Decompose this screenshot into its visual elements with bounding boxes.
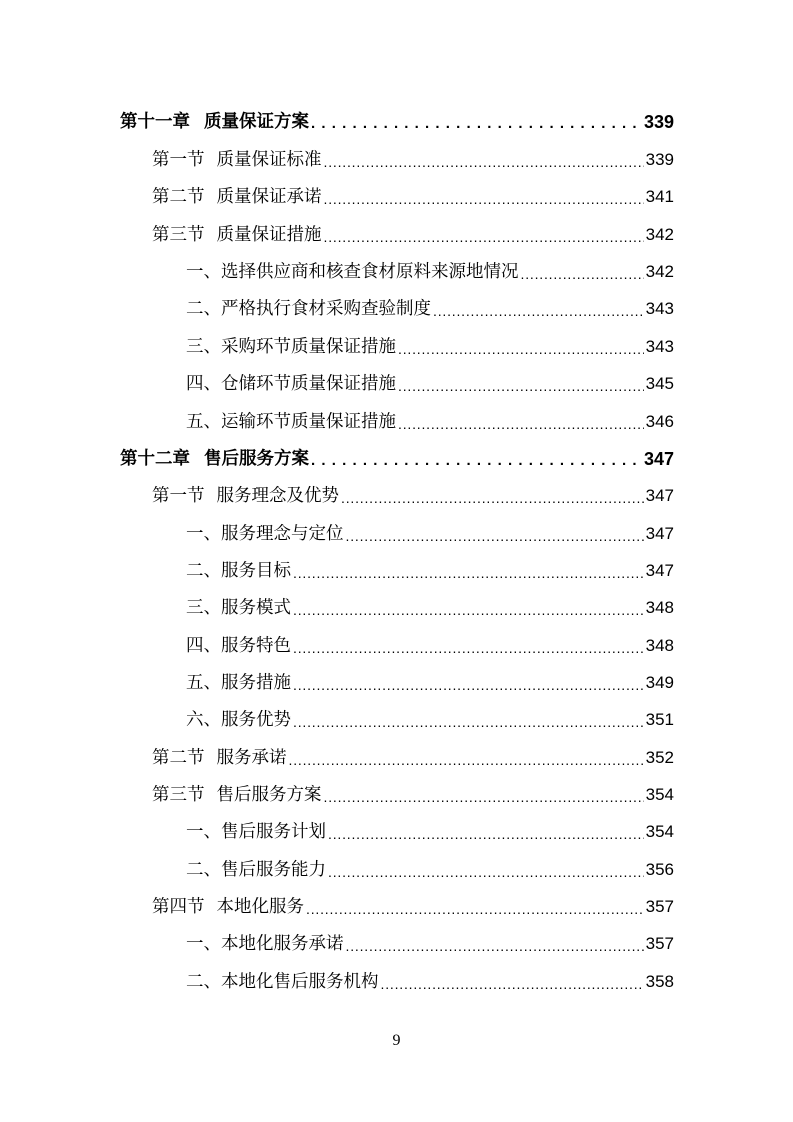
toc-entry-title: 四、服务特色 — [186, 636, 291, 656]
toc-entry-page: 341 — [645, 187, 674, 206]
toc-entry-subsection[interactable] — [186, 925, 674, 955]
toc-dot-leader — [328, 821, 644, 843]
toc-entry-page: 358 — [645, 972, 674, 991]
toc-dot-leader — [306, 896, 644, 918]
toc-dot-leader — [293, 709, 644, 731]
toc-entry-subsection[interactable] — [186, 963, 674, 993]
toc-entry-number: 第四节 — [152, 897, 205, 917]
toc-dot-leader — [324, 149, 644, 171]
toc-entry-number: 第二节 — [152, 748, 205, 768]
toc-entry-page: 347 — [645, 524, 674, 543]
toc-entry-subsection[interactable] — [186, 403, 674, 433]
toc-entry-title: 一、选择供应商和核查食材原料来源地情况 — [186, 262, 519, 282]
toc-entry-subsection[interactable] — [186, 365, 674, 395]
toc-entry-subsection[interactable] — [186, 552, 674, 582]
toc-entry-number: 第十二章 — [120, 449, 190, 469]
toc-entry-section[interactable] — [152, 141, 674, 171]
toc-entry-page: 352 — [645, 748, 674, 767]
toc-entry-title: 售后服务方案 — [216, 785, 322, 805]
toc-entry-page: 343 — [645, 299, 674, 318]
toc-entry-page: 343 — [645, 337, 674, 356]
toc-entry-title: 质量保证标准 — [216, 150, 322, 170]
toc-entry-title: 三、服务模式 — [186, 598, 291, 618]
toc-entry-section[interactable] — [152, 888, 674, 918]
toc-dot-leader — [398, 411, 644, 433]
toc-entry-section[interactable] — [152, 216, 674, 246]
toc-dot-leader — [398, 336, 644, 358]
toc-dot-leader — [346, 523, 644, 545]
toc-entry-number: 第二节 — [152, 187, 205, 207]
toc-entry-title: 服务承诺 — [216, 748, 287, 768]
toc-entry-chapter-11[interactable] — [120, 103, 674, 133]
toc-entry-title: 质量保证承诺 — [216, 187, 322, 207]
toc-entry-title: 二、售后服务能力 — [186, 860, 326, 880]
toc-dot-leader — [346, 933, 644, 955]
toc-dot-leader — [381, 971, 644, 993]
toc-dot-leader — [311, 448, 642, 470]
page-number: 9 — [392, 1032, 401, 1049]
toc-entry-title: 二、严格执行食材采购查验制度 — [186, 299, 431, 319]
toc-dot-leader — [324, 784, 644, 806]
toc-entry-title: 五、服务措施 — [186, 673, 291, 693]
toc-entry-title: 售后服务方案 — [204, 449, 309, 469]
toc-entry-page: 339 — [645, 150, 674, 169]
toc-entry-title: 三、采购环节质量保证措施 — [186, 337, 396, 357]
toc-entry-page: 347 — [643, 449, 674, 469]
toc-entry-title: 五、运输环节质量保证措施 — [186, 412, 396, 432]
toc-entry-page: 357 — [645, 934, 674, 953]
toc-entry-subsection[interactable] — [186, 813, 674, 843]
toc-entry-page: 342 — [645, 225, 674, 244]
toc-entry-subsection[interactable] — [186, 851, 674, 881]
toc-entry-title: 六、服务优势 — [186, 710, 291, 730]
toc-entry-page: 356 — [645, 860, 674, 879]
toc-entry-page: 351 — [645, 710, 674, 729]
toc-entry-subsection[interactable] — [186, 627, 674, 657]
toc-entry-section[interactable] — [152, 178, 674, 208]
toc-entry-chapter-12[interactable] — [120, 440, 674, 470]
toc-dot-leader — [311, 111, 642, 133]
toc-dot-leader — [328, 859, 644, 881]
toc-entry-page: 347 — [645, 561, 674, 580]
toc-entry-title: 二、本地化售后服务机构 — [186, 972, 379, 992]
toc-dot-leader — [398, 373, 644, 395]
toc-entry-number: 第十一章 — [120, 112, 190, 132]
toc-entry-number: 第三节 — [152, 785, 205, 805]
toc-dot-leader — [341, 485, 644, 507]
toc-entry-page: 354 — [645, 822, 674, 841]
toc-entry-page: 342 — [645, 262, 674, 281]
toc-entry-section[interactable] — [152, 776, 674, 806]
toc-dot-leader — [293, 560, 644, 582]
toc-entry-page: 349 — [645, 673, 674, 692]
toc-entry-title: 一、售后服务计划 — [186, 822, 326, 842]
toc-entry-page: 354 — [645, 785, 674, 804]
toc-entry-title: 四、仓储环节质量保证措施 — [186, 374, 396, 394]
toc-entry-section[interactable] — [152, 739, 674, 769]
toc-entry-title: 一、服务理念与定位 — [186, 524, 344, 544]
toc-entry-section[interactable] — [152, 477, 674, 507]
toc-entry-title: 服务理念及优势 — [216, 486, 339, 506]
toc-entry-title: 一、本地化服务承诺 — [186, 934, 344, 954]
toc-entry-subsection[interactable] — [186, 328, 674, 358]
toc-entry-page: 345 — [645, 374, 674, 393]
toc-entry-title: 质量保证方案 — [204, 112, 309, 132]
toc-dot-leader — [289, 747, 644, 769]
toc-dot-leader — [293, 597, 644, 619]
toc-entry-title: 二、服务目标 — [186, 561, 291, 581]
toc-dot-leader — [324, 224, 644, 246]
toc-entry-number: 第一节 — [152, 486, 205, 506]
toc-entry-title: 本地化服务 — [216, 897, 304, 917]
toc-dot-leader — [293, 672, 644, 694]
toc-entry-subsection[interactable] — [186, 589, 674, 619]
toc-entry-subsection[interactable] — [186, 664, 674, 694]
toc-dot-leader — [521, 261, 644, 283]
toc-entry-subsection[interactable] — [186, 701, 674, 731]
toc-entry-page: 348 — [645, 598, 674, 617]
toc-entry-number: 第一节 — [152, 150, 205, 170]
toc-entry-page: 346 — [645, 412, 674, 431]
toc-entry-number: 第三节 — [152, 225, 205, 245]
toc-entry-page: 348 — [645, 636, 674, 655]
toc-entry-page: 357 — [645, 897, 674, 916]
toc-dot-leader — [433, 298, 644, 320]
toc-entry-subsection[interactable] — [186, 515, 674, 545]
toc-entry-subsection[interactable] — [186, 253, 674, 283]
toc-entry-page: 339 — [643, 112, 674, 132]
toc-entry-title: 质量保证措施 — [216, 225, 322, 245]
toc-entry-subsection[interactable] — [186, 290, 674, 320]
toc-dot-leader — [324, 186, 644, 208]
toc-dot-leader — [293, 635, 644, 657]
toc-entry-page: 347 — [645, 486, 674, 505]
